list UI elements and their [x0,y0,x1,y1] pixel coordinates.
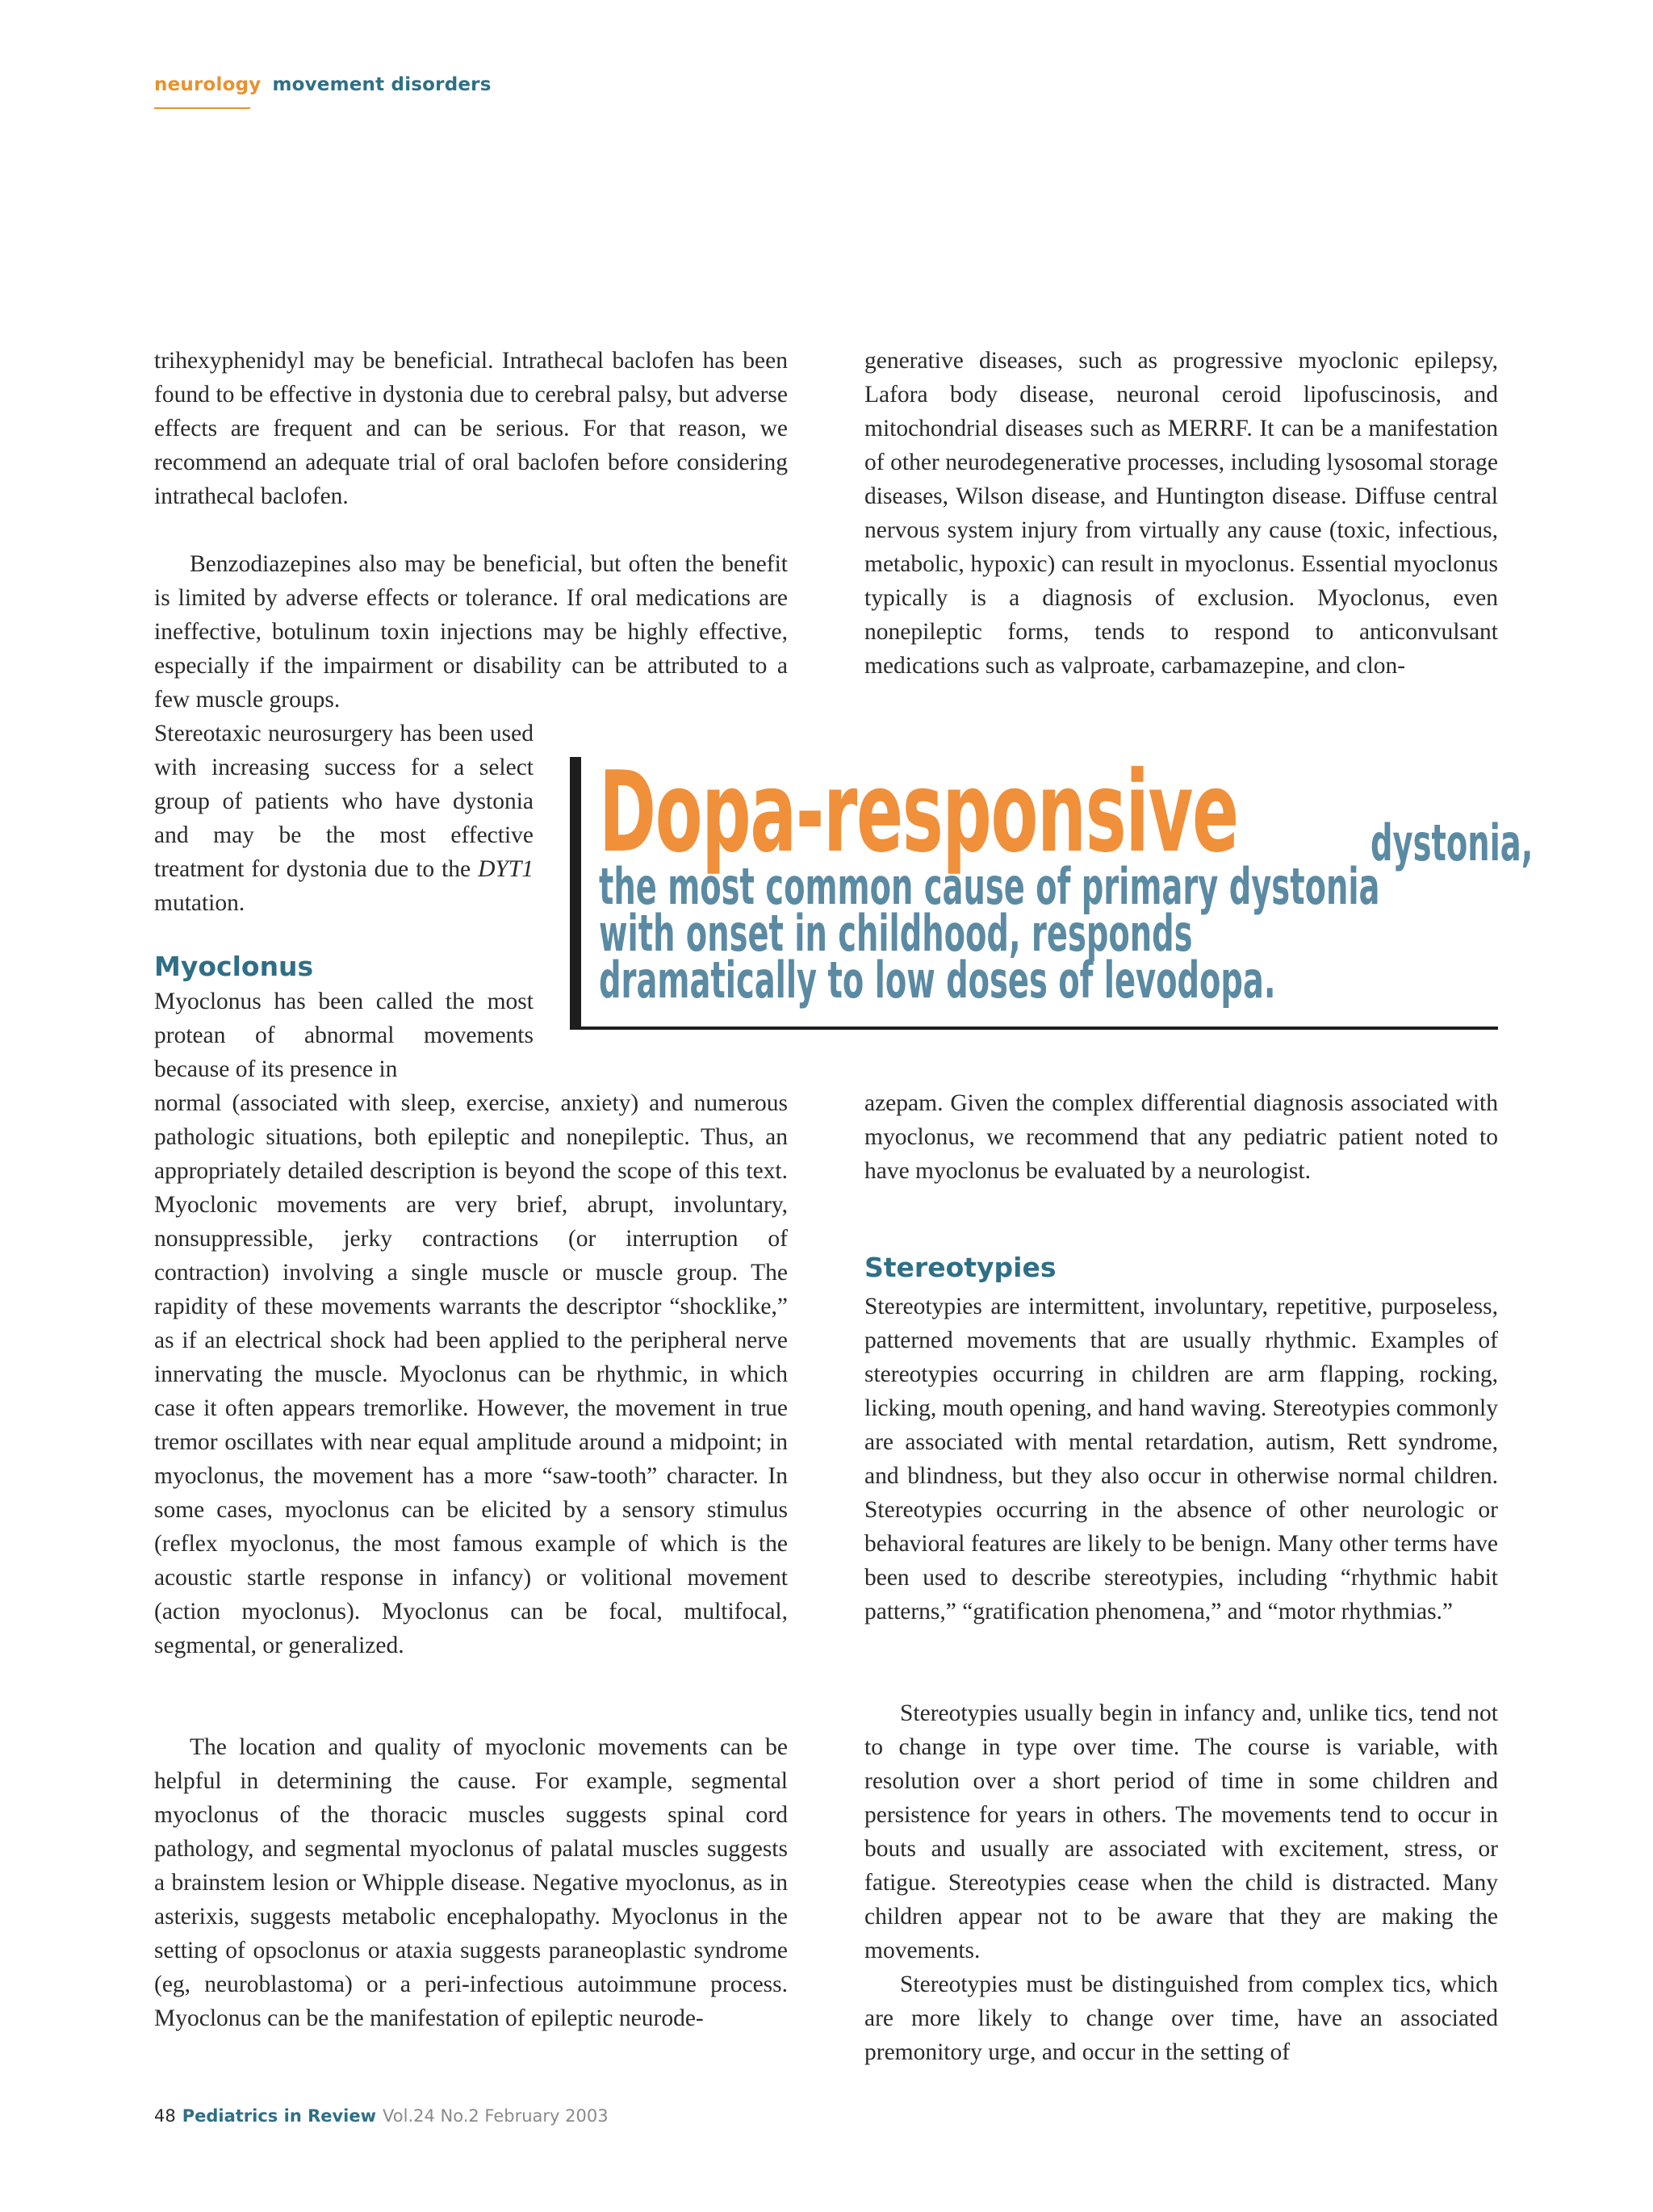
issue-info: Vol.24 No.2 February 2003 [383,2106,609,2126]
left-paragraph-3a: Myoclonus has been called the most protean of abnormal movements because of its presence in [154,989,534,1082]
pull-quote-line-3: with onset in childhood, responds [599,904,1193,963]
right-paragraph-5: Stereotypies must be distinguished from complex tics, which are more likely to change over time, have an associated premonitory urge, and occur in the setting of [864,1972,1498,2065]
right-paragraph-1: generative diseases, such as progressive myoclonic epilepsy, Lafora body disease, neuronal ceroid lipofuscinosis, and mitochondrial diseases such as MERRF. It can be a manifestation of other neurodegenerative processes, including lysosomal storage diseases, Wilson disease, and Huntington disease. Diffuse central nervous system injury from virtually any cause (toxic, infectious, metabolic, hypoxic) can result in myoclonus. Essential myoclonus typically is a diagnosis of exclusion. Myoclonus, even nonepileptic forms, tends to respond to anticonvulsant medications such as valproate, carbamazepine, and clon- [864,348,1498,679]
pull-quote [570,747,1534,1030]
heading-myoclonus: Myoclonus [154,951,314,982]
left-paragraph-2b-pre: Stereotaxic neurosurgery has been used with increasing success for a select group of patients who have dystonia and may be the most effective treatment for dystonia due to the [154,721,534,882]
gene-name: DYT1 [478,856,534,882]
left-paragraph-2b [154,717,534,920]
pull-quote-line-2: the most common cause of primary dystonia [599,857,1380,916]
left-paragraph-3b: normal (associated with sleep, exercise, anxiety) and numerous pathologic situations, both epileptic and nonepileptic. Thus, an appropriately detailed description is beyond the scope of this text. Myoclonic movements are very brief, abrupt, involuntary, nonsuppressible, jerky contractions (or interruption of contraction) involving a single muscle or muscle group. The rapidity of these movements warrants the descriptor “shocklike,” as if an electrical shock had been applied to the peripheral nerve innervating the muscle. Myoclonus can be rhythmic, in which case it often appears tremorlike. However, the movement in true tremor oscillates with near equal amplitude around a midpoint; in myoclonus, the movement has a more “saw-tooth” character. In some cases, myoclonus can be elicited by a sensory stimulus (reflex myoclonus, the most famous example of which is the acoustic startle response in infancy) or volitional movement (action myoclonus). Myoclonus can be focal, multifocal, segmental, or generalized. [154,1090,788,1658]
pull-quote-body [599,857,1450,1010]
page-number: 48 [154,2106,176,2126]
journal-name: Pediatrics in Review [182,2106,377,2126]
pull-quote-lead: dystonia, [1371,813,1534,872]
right-paragraph-3: Stereotypies are intermittent, involuntary, repetitive, purposeless, patterned movements that are usually rhythmic. Examples of stereotypies occurring in children are arm flapping, rocking, licking, mouth opening, and hand waving. Stereotypies commonly are associated with mental retardation, autism, Rett syndrome, and blindness, but they also occur in otherwise normal children. Stereotypies occurring in the absence of other neurologic or behavioral features are likely to be benign. Many other terms have been used to describe stereotypies, including “rhythmic habit patterns,” “gratification phenomena,” and “motor rhythmias.” [864,1294,1498,1625]
page-footer [154,2106,609,2126]
left-paragraph-4: The location and quality of myoclonic movements can be helpful in determining the cause. For example, segmental myoclonus of the thoracic muscles suggests spinal cord pathology, and segmental myoclonus of palatal muscles suggests a brainstem lesion or Whipple disease. Negative myoclonus, as in asterixis, suggests metabolic encephalopathy. Myoclonus in the setting of opsoclonus or ataxia suggests paraneoplastic syndrome (eg, neuroblastoma) or a peri-infectious autoimmune process. Myoclonus can be the manifestation of epileptic neurode- [154,1734,788,2031]
left-paragraph-1: trihexyphenidyl may be beneficial. Intrathecal baclofen has been found to be effective in dystonia due to cerebral palsy, but adverse effects are frequent and can be serious. For that reason, we recommend an adequate trial of oral baclofen before considering intrathecal baclofen. [154,348,788,509]
subsection-label: movement disorders [272,74,492,95]
left-paragraph-2: Benzodiazepines also may be beneficial, but often the benefit is limited by adverse effects or tolerance. If oral medications are ineffective, botulinum toxin injections may be highly effective, especially if the impairment or disability can be attributed to a few muscle groups. [154,551,788,713]
left-paragraph-2b-post: mutation. [154,890,245,916]
right-paragraph-4: Stereotypies usually begin in infancy and, unlike tics, tend not to change in type over time. The course is variable, with resolution over a short period of time in some children and persistence for years in others. The movements tend to occur in bouts and usually are associated with excitement, stress, or fatigue. Stereotypies cease when the child is distracted. Many children appear not to be aware that they are making the movements. [864,1700,1498,1963]
running-head-rule [154,107,250,109]
pull-quote-emphasis: Dopa-responsive [599,747,1238,877]
pull-quote-line-1 [599,747,1534,877]
section-label: neurology [154,74,262,95]
pull-quote-line-4: dramatically to low doses of levodopa. [599,951,1276,1010]
running-head [154,74,492,95]
right-paragraph-2: azepam. Given the complex differential diagnosis associated with myoclonus, we recommend that any pediatric patient noted to have myoclonus be evaluated by a neurologist. [864,1090,1498,1184]
heading-stereotypies: Stereotypies [864,1252,1057,1283]
